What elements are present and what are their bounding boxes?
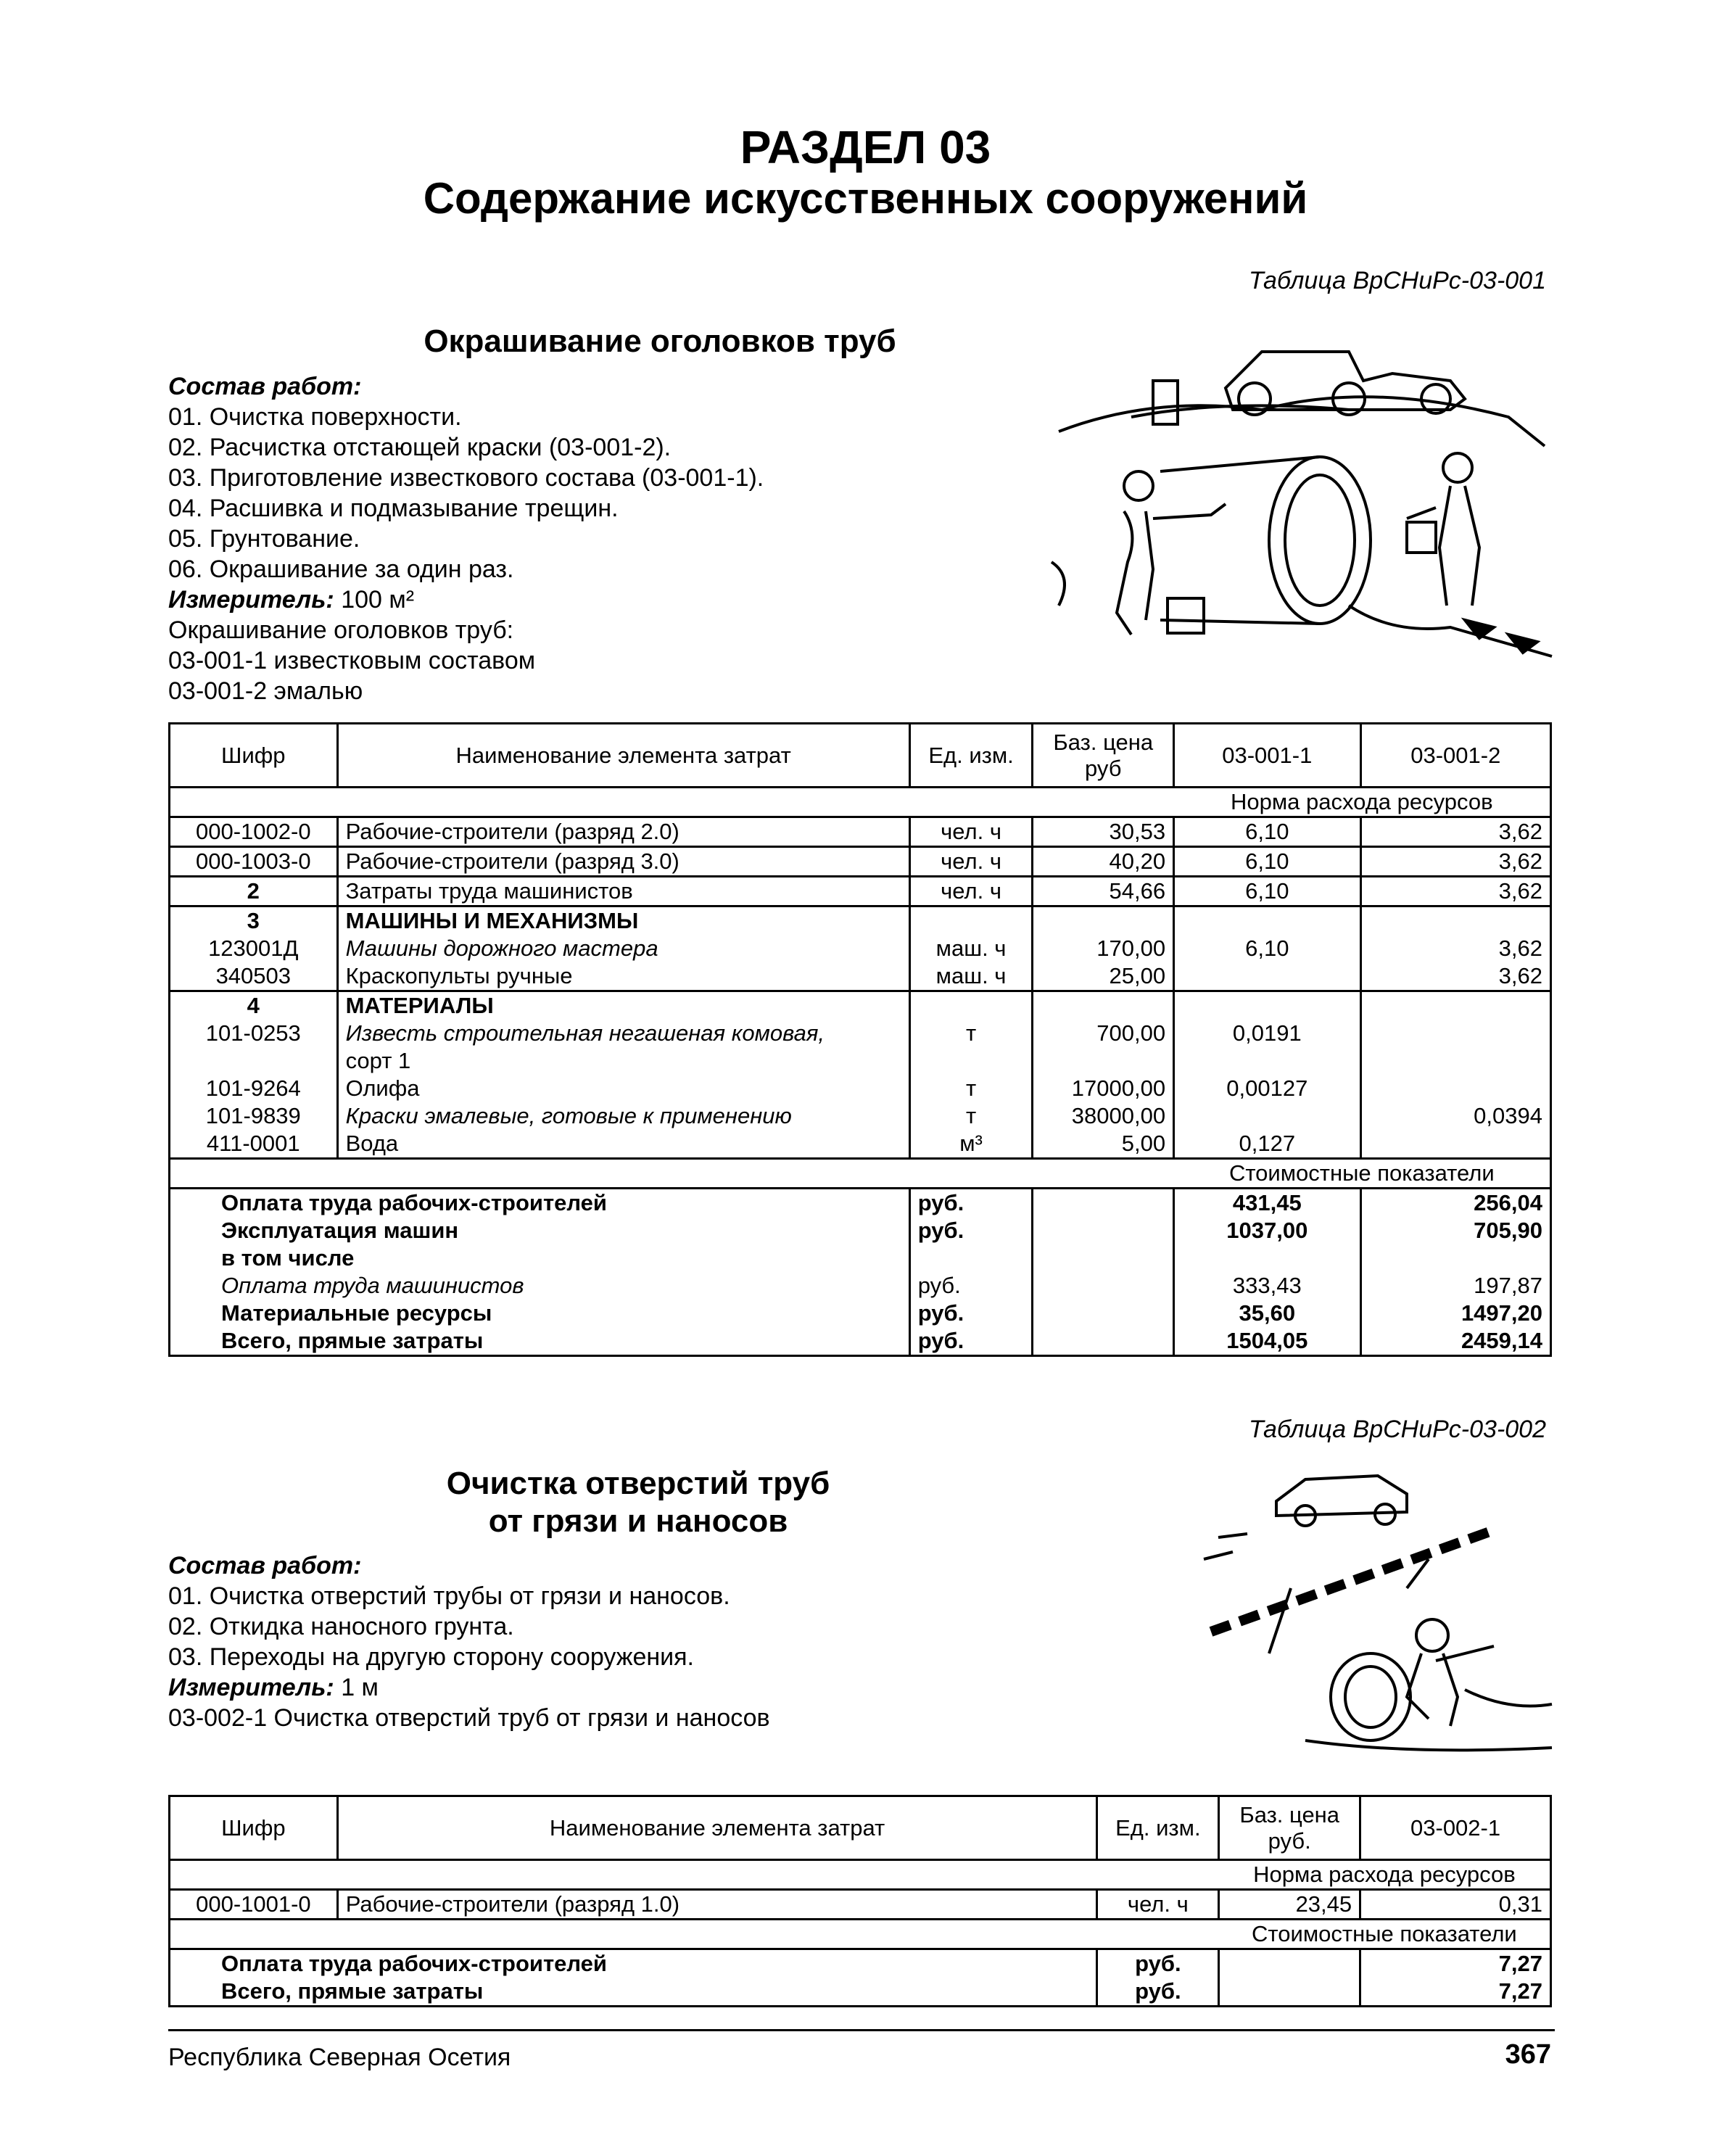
cost-value: 7,27 [1360, 1978, 1551, 2007]
table-header-row [170, 724, 1551, 788]
table-row [170, 1102, 1551, 1130]
cost-unit: руб. [1097, 1978, 1219, 2007]
cost-value: 256,04 [1360, 1189, 1550, 1218]
work-item: 01. Очистка отверстий трубы от грязи и наносов. [168, 1582, 730, 1610]
cell-value: 0,127 [1174, 1130, 1360, 1159]
cost-name: Всего, прямые затраты [170, 1327, 910, 1356]
table-row [170, 1130, 1551, 1159]
cost-label-row [170, 1159, 1551, 1189]
cell-value: 0,0191 [1174, 1020, 1360, 1047]
footer-divider [168, 2029, 1555, 2031]
section-subtitle: Содержание искусственных сооружений [423, 174, 1308, 223]
cell-value: 3,62 [1360, 935, 1550, 962]
cell-unit: чел. ч [909, 817, 1033, 847]
work-item: 02. Откидка наносного грунта. [168, 1613, 514, 1640]
cell-code: 123001Д [170, 935, 338, 962]
table-ref-2: Таблица ВрСНиРс-03-002 [1248, 1416, 1546, 1443]
cell-code: 3 [170, 906, 338, 935]
cell-unit: чел. ч [909, 847, 1033, 877]
table-header-row [170, 1796, 1551, 1860]
work-item: 01. Очистка поверхности. [168, 403, 462, 431]
cell-code: 2 [170, 877, 338, 906]
cell-name: МАТЕРИАЛЫ [337, 991, 909, 1020]
section-title: РАЗДЕЛ 03 [740, 121, 991, 173]
cell-price: 170,00 [1033, 935, 1174, 962]
variant-item: 03-002-1 Очистка отверстий труб от грязи и наносов [168, 1704, 770, 1732]
cost-value: 7,27 [1360, 1949, 1551, 1978]
cost-value: 333,43 [1174, 1272, 1360, 1300]
cost-value: 1504,05 [1174, 1327, 1360, 1356]
cost-name: Материальные ресурсы [170, 1300, 910, 1327]
cost-label-row [170, 1920, 1551, 1949]
variants-title: Окрашивание оголовков труб: [168, 616, 514, 644]
col-header: Баз. цена руб. [1219, 1796, 1360, 1860]
workers-painting-pipe-illustration [1044, 330, 1556, 671]
cell-name: Олифа [337, 1075, 909, 1102]
cost-row [170, 1244, 1551, 1272]
cell-unit: м³ [909, 1130, 1033, 1159]
works-label-1: Состав работ: [168, 373, 362, 400]
col-header: Наименование элемента затрат [337, 724, 909, 788]
cost-unit: руб. [909, 1189, 1033, 1218]
work-item: 06. Окрашивание за один раз. [168, 555, 514, 583]
cell-value [1360, 1020, 1550, 1047]
cost-label: Стоимостные показатели [1174, 1159, 1551, 1189]
col-header: 03-002-1 [1360, 1796, 1551, 1860]
table2-title-line2: от грязи и наносов [488, 1503, 788, 1539]
col-header: Ед. изм. [1097, 1796, 1219, 1860]
cell-unit: т [909, 1075, 1033, 1102]
measure-label: Измеритель: [168, 1674, 334, 1701]
work-item: 03. Приготовление известкового состава (03-001-1). [168, 464, 764, 492]
table-row [170, 962, 1551, 991]
cell-value [1174, 1102, 1360, 1130]
cost-label: Стоимостные показатели [1219, 1920, 1551, 1949]
cell-value [1174, 962, 1360, 991]
col-header: Шифр [170, 724, 338, 788]
cell-value: 6,10 [1174, 935, 1360, 962]
cell-value: 0,31 [1360, 1890, 1551, 1920]
cost-row [170, 1327, 1551, 1356]
cost-name: Оплата труда рабочих-строителей [170, 1949, 1097, 1978]
table-row [170, 935, 1551, 962]
cell-price: 38000,00 [1033, 1102, 1174, 1130]
cell-unit: т [909, 1102, 1033, 1130]
cell-value [1360, 1075, 1550, 1102]
cost-unit: руб. [1097, 1949, 1219, 1978]
cell-name: МАШИНЫ И МЕХАНИЗМЫ [337, 906, 909, 935]
cost-row [170, 1272, 1551, 1300]
cell-price: 700,00 [1033, 1020, 1174, 1047]
measure-label: Измеритель: [168, 586, 334, 614]
cell-name: Известь строительная негашеная комовая, [337, 1020, 909, 1047]
cost-row [170, 1949, 1551, 1978]
worker-cleaning-pipe-illustration [1189, 1450, 1556, 1769]
footer-region: Республика Северная Осетия [168, 2044, 511, 2071]
cell-unit: чел. ч [909, 877, 1033, 906]
cell-price: 17000,00 [1033, 1075, 1174, 1102]
resources-table-1 [168, 722, 1552, 1357]
table1-title: Окрашивание оголовков труб [424, 323, 896, 359]
table-row [170, 847, 1551, 877]
cost-value: 431,45 [1174, 1189, 1360, 1218]
col-header: Шифр [170, 1796, 338, 1860]
cost-name: в том числе [170, 1244, 910, 1272]
cell-price: 30,53 [1033, 817, 1174, 847]
table2-title-line1: Очистка отверстий труб [446, 1466, 830, 1501]
cell-code: 000-1002-0 [170, 817, 338, 847]
table-row [170, 991, 1551, 1020]
cell-value: 3,62 [1360, 877, 1550, 906]
cell-name: Вода [337, 1130, 909, 1159]
cell-name: Затраты труда машинистов [337, 877, 909, 906]
measure-value: 1 м [341, 1674, 379, 1701]
cell-code: 4 [170, 991, 338, 1020]
cell-price: 23,45 [1219, 1890, 1360, 1920]
table-row [170, 877, 1551, 906]
cost-row [170, 1300, 1551, 1327]
cell-value: 3,62 [1360, 817, 1550, 847]
cell-unit: маш. ч [909, 935, 1033, 962]
cost-name: Всего, прямые затраты [170, 1978, 1097, 2007]
work-item: 04. Расшивка и подмазывание трещин. [168, 495, 619, 522]
col-header: Наименование элемента затрат [337, 1796, 1097, 1860]
table-row [170, 1047, 1551, 1075]
cell-name: сорт 1 [337, 1047, 909, 1075]
table-row [170, 1890, 1551, 1920]
cell-unit: маш. ч [909, 962, 1033, 991]
cost-value: 1037,00 [1174, 1217, 1360, 1244]
cell-price: 25,00 [1033, 962, 1174, 991]
cell-code: 101-0253 [170, 1020, 338, 1047]
works-label-2: Состав работ: [168, 1552, 362, 1579]
cell-code: 000-1001-0 [170, 1890, 338, 1920]
cost-unit: руб. [909, 1327, 1033, 1356]
cost-row [170, 1217, 1551, 1244]
cost-name: Оплата труда рабочих-строителей [170, 1189, 910, 1218]
cell-code: 340503 [170, 962, 338, 991]
col-header: 03-001-2 [1360, 724, 1550, 788]
work-item: 02. Расчистка отстающей краски (03-001-2). [168, 434, 672, 461]
norm-label-row [170, 788, 1551, 817]
cell-code [170, 1047, 338, 1075]
work-item: 03. Переходы на другую сторону сооружения. [168, 1643, 695, 1671]
cost-row [170, 1189, 1551, 1218]
cell-name: Рабочие-строители (разряд 2.0) [337, 817, 909, 847]
cost-row [170, 1978, 1551, 2007]
cell-name: Рабочие-строители (разряд 3.0) [337, 847, 909, 877]
table-row [170, 1075, 1551, 1102]
col-header: 03-001-1 [1174, 724, 1360, 788]
cost-value: 1497,20 [1360, 1300, 1550, 1327]
cell-code: 101-9264 [170, 1075, 338, 1102]
cell-value: 6,10 [1174, 847, 1360, 877]
cell-unit: чел. ч [1097, 1890, 1219, 1920]
measure-value: 100 м² [341, 586, 415, 614]
cell-code: 411-0001 [170, 1130, 338, 1159]
cost-name: Эксплуатация машин [170, 1217, 910, 1244]
cell-value: 3,62 [1360, 962, 1550, 991]
cell-price: 40,20 [1033, 847, 1174, 877]
measure-line-1 [168, 585, 414, 615]
cell-value: 0,00127 [1174, 1075, 1360, 1102]
resources-table-2 [168, 1795, 1552, 2007]
cell-unit: т [909, 1020, 1033, 1047]
cost-value: 2459,14 [1360, 1327, 1550, 1356]
col-header: Ед. изм. [909, 724, 1033, 788]
norm-label-row [170, 1860, 1551, 1890]
cost-unit: руб. [909, 1217, 1033, 1244]
cost-unit: руб. [909, 1300, 1033, 1327]
variant-item: 03-001-1 известковым составом [168, 647, 536, 674]
cell-value: 6,10 [1174, 877, 1360, 906]
cell-value: 6,10 [1174, 817, 1360, 847]
cost-value: 35,60 [1174, 1300, 1360, 1327]
cell-name: Машины дорожного мастера [337, 935, 909, 962]
norm-label: Норма расхода ресурсов [1219, 1860, 1551, 1890]
cell-price: 5,00 [1033, 1130, 1174, 1159]
measure-line-2 [168, 1672, 379, 1703]
work-item: 05. Грунтование. [168, 525, 360, 553]
cost-value: 705,90 [1360, 1217, 1550, 1244]
table-row [170, 1020, 1551, 1047]
cost-unit: руб. [909, 1272, 1033, 1300]
cell-name: Краски эмалевые, готовые к применению [337, 1102, 909, 1130]
cell-value: 3,62 [1360, 847, 1550, 877]
col-header: Баз. цена руб [1033, 724, 1174, 788]
cell-code: 000-1003-0 [170, 847, 338, 877]
cell-code: 101-9839 [170, 1102, 338, 1130]
cell-price: 54,66 [1033, 877, 1174, 906]
variant-item: 03-001-2 эмалью [168, 677, 363, 705]
cell-name: Краскопульты ручные [337, 962, 909, 991]
cell-name: Рабочие-строители (разряд 1.0) [337, 1890, 1097, 1920]
table-row [170, 906, 1551, 935]
cost-value: 197,87 [1360, 1272, 1550, 1300]
norm-label: Норма расхода ресурсов [1174, 788, 1551, 817]
cell-value: 0,0394 [1360, 1102, 1550, 1130]
cell-value [1360, 1130, 1550, 1159]
table-row [170, 817, 1551, 847]
cost-name: Оплата труда машинистов [170, 1272, 910, 1300]
table-ref-1: Таблица ВрСНиРс-03-001 [1248, 267, 1546, 294]
page-number: 367 [1505, 2039, 1551, 2070]
